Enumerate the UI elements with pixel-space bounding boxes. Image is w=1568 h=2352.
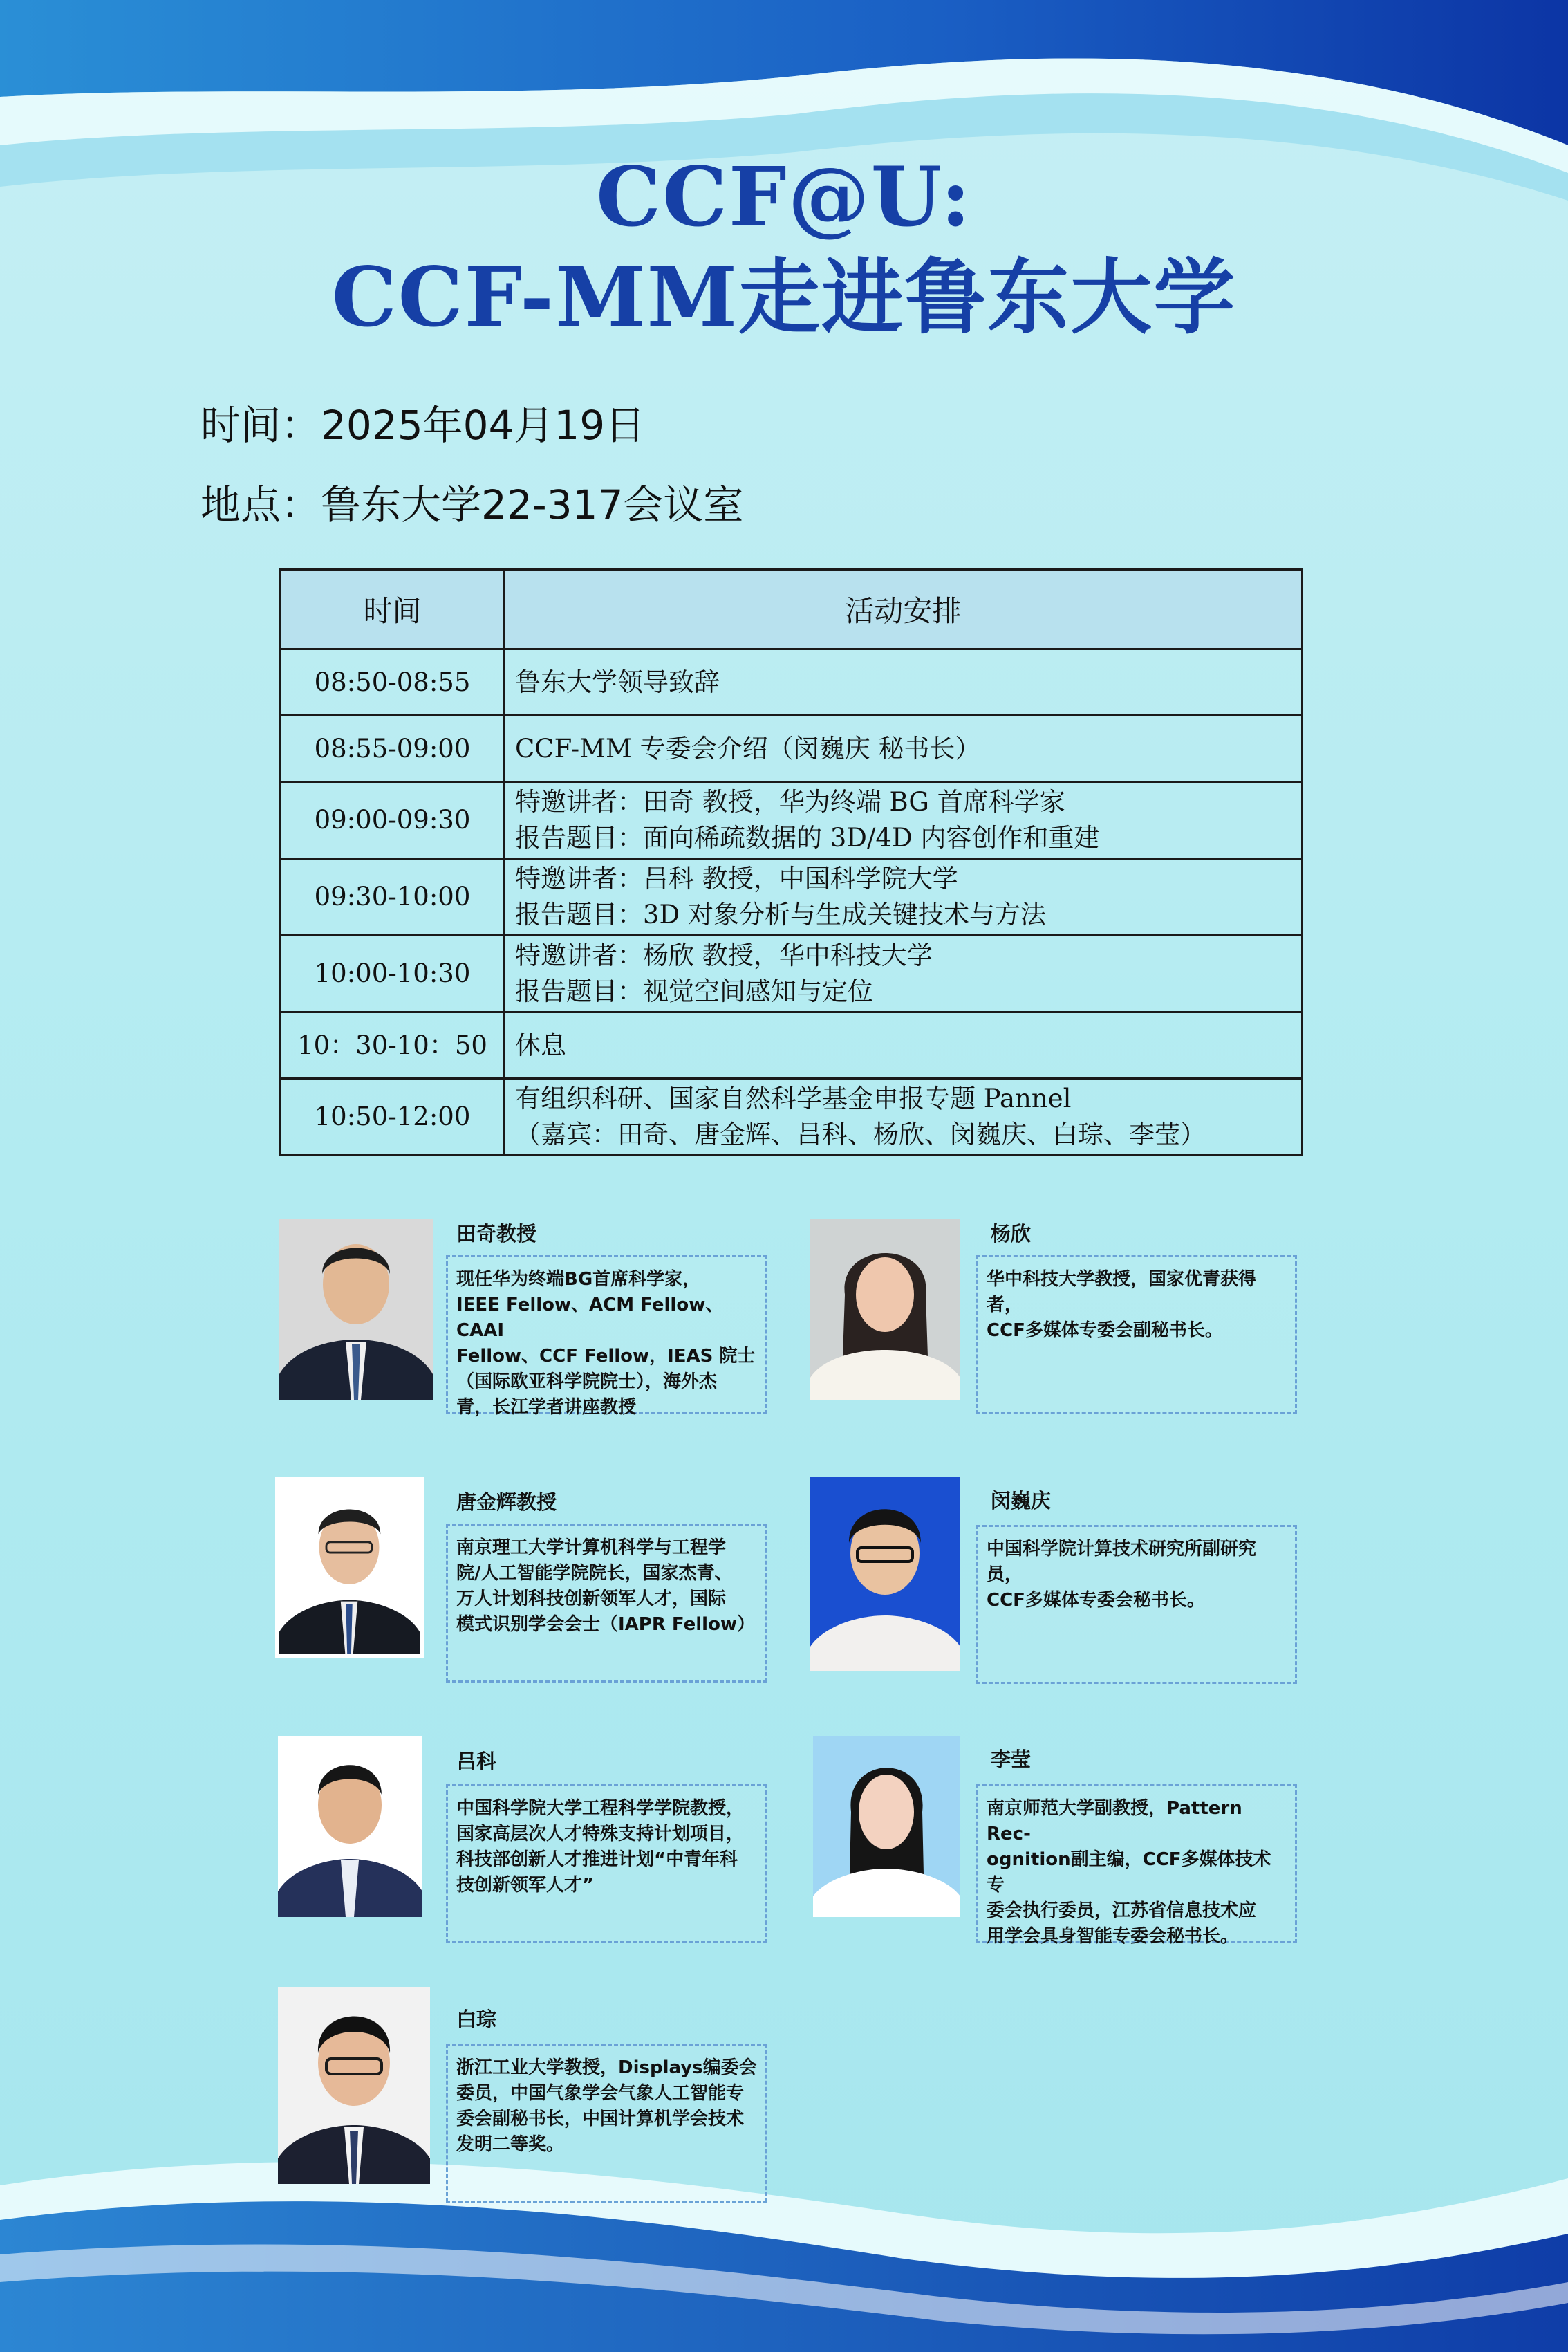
activity-line: 鲁东大学领导致辞 [515,667,720,697]
speaker-bio [446,2044,767,2203]
speaker-name: 吕科 [456,1750,497,1773]
activity-line: 有组织科研、国家自然科学基金申报专题 Pannel [515,1084,1072,1113]
schedule-header-row [281,570,1303,649]
schedule-time: 09:00-09:30 [281,782,505,859]
schedule-time: 10:50-12:00 [281,1079,505,1156]
speaker-name: 唐金辉教授 [456,1490,557,1514]
speaker-photo [278,1987,430,2184]
speaker-bio [446,1784,767,1943]
activity-line: 报告题目：视觉空间感知与定位 [515,976,873,1006]
bio-line: 技创新领军人才” [456,1875,595,1896]
speaker-name: 田奇教授 [456,1222,537,1246]
schedule-time: 08:55-09:00 [281,716,505,782]
bio-line: 委会副秘书长，中国计算机学会技术 [456,2109,745,2129]
schedule-time: 08:50-08:55 [281,649,505,716]
bio-line: 南京理工大学计算机科学与工程学 [456,1537,727,1558]
speaker-bio [976,1525,1297,1684]
bio-line: 用学会具身智能专委会秘书长。 [987,1926,1239,1947]
bio-line: 中国科学院计算技术研究所副研究员， [987,1539,1257,1585]
schedule-activity [505,716,1303,782]
schedule-activity [505,1012,1303,1079]
bio-line: 中国科学院大学工程科学学院教授， [456,1798,745,1819]
schedule-time: 10:00-10:30 [281,936,505,1012]
bio-line: 科技部创新人才推进计划“中青年科 [456,1849,738,1870]
activity-line: （嘉宾：田奇、唐金辉、吕科、杨欣、闵巍庆、白琮、李莹） [515,1120,1206,1149]
speaker-name: 杨欣 [991,1222,1032,1246]
bio-line: 万人计划科技创新领军人才，国际 [456,1589,727,1609]
speaker-photo [275,1477,424,1658]
activity-line: CCF-MM 专委会介绍（闵巍庆 秘书长） [515,733,981,763]
schedule-time: 10：30-10：50 [281,1012,505,1079]
bio-line: CCF多媒体专委会副秘书长。 [987,1320,1223,1341]
schedule-time: 09:30-10:00 [281,859,505,936]
bio-line: （国际欧亚科学院院士），海外杰 [456,1371,718,1392]
speaker-bio [446,1255,767,1418]
schedule-row [281,716,1303,782]
schedule-row [281,782,1303,859]
header-activity: 活动安排 [505,570,1303,649]
event-place: 地点：鲁东大学22-317会议室 [200,481,744,528]
speaker-bio [446,1524,767,1683]
schedule-row [281,936,1303,1012]
bio-line: 现任华为终端BG首席科学家， [456,1269,701,1290]
speaker-name: 闵巍庆 [991,1489,1052,1512]
bio-line: Fellow、CCF Fellow，IEAS 院士 [456,1346,756,1367]
header-time: 时间 [281,570,505,649]
bio-line: CCF多媒体专委会秘书长。 [987,1590,1205,1611]
bio-line: IEEE Fellow、ACM Fellow、CAAI [456,1295,724,1341]
speaker-photo [279,1219,433,1400]
activity-line: 特邀讲者：杨欣 教授，华中科技大学 [515,941,933,970]
activity-line: 特邀讲者：田奇 教授，华为终端 BG 首席科学家 [515,787,1065,817]
activity-line: 休息 [515,1030,566,1060]
activity-line: 报告题目：面向稀疏数据的 3D/4D 内容创作和重建 [515,823,1100,853]
schedule-activity [505,859,1303,936]
speaker-bio [976,1255,1297,1414]
schedule-activity [505,782,1303,859]
event-time: 时间：2025年04月19日 [200,402,646,449]
speaker-photo [813,1736,960,1917]
schedule-activity [505,1079,1303,1156]
bio-line: 南京师范大学副教授，Pattern Rec- [987,1798,1242,1844]
bio-line: 浙江工业大学教授，Displays编委会 [456,2057,757,2078]
activity-line: 特邀讲者：吕科 教授，中国科学院大学 [515,864,958,893]
schedule-activity [505,936,1303,1012]
bio-line: 华中科技大学教授，国家优青获得者， [987,1269,1257,1315]
speaker-photo [810,1219,960,1400]
title-line-1: CCF@U: [596,149,972,245]
bio-line: 发明二等奖。 [456,2134,565,2155]
schedule-row [281,649,1303,716]
schedule-row [281,1012,1303,1079]
speaker-name: 白琮 [456,2008,497,2031]
schedule-row [281,859,1303,936]
bio-line: ognition副主编，CCF多媒体技术专 [987,1849,1271,1896]
bio-line: 模式识别学会会士（IAPR Fellow） [456,1614,755,1635]
schedule-activity [505,649,1303,716]
speaker-photo [810,1477,960,1671]
speaker-photo [278,1736,422,1917]
speaker-bio [976,1784,1297,1947]
title-line-2: CCF-MM走进鲁东大学 [331,249,1237,345]
speaker-name: 李莹 [991,1748,1032,1771]
schedule-row [281,1079,1303,1156]
bio-line: 国家高层次人才特殊支持计划项目， [456,1824,745,1844]
activity-line: 报告题目：3D 对象分析与生成关键技术与方法 [515,900,1046,929]
schedule-table [279,568,1303,1156]
bio-line: 委会执行委员，江苏省信息技术应 [987,1900,1257,1921]
bio-line: 委员，中国气象学会气象人工智能专 [456,2083,745,2104]
bio-line: 院/人工智能学院院长，国家杰青、 [456,1563,733,1584]
bio-line: 青，长江学者讲座教授 [456,1397,637,1418]
